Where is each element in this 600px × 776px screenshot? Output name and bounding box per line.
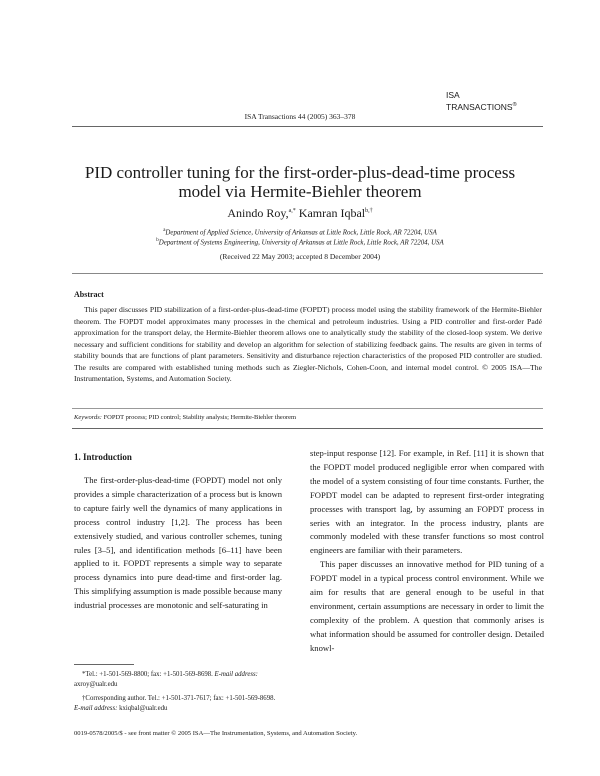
journal-brand-line2: TRANSACTIONS <box>446 101 513 112</box>
footnote-2-email-label: E-mail address: <box>74 705 118 712</box>
author-2-marks: b,† <box>365 208 373 214</box>
affiliation-b-mark: b <box>156 238 159 243</box>
keywords-text: FOPDT process; PID control; Stability analysis; Hermite-Biehler theorem <box>103 414 297 421</box>
footnote-2-text: Corresponding author. Tel.: +1-501-371-7617; fax: +1-501-569-8698. <box>85 695 276 702</box>
journal-brand <box>446 90 556 112</box>
left-column <box>74 474 282 613</box>
footnote-2-email[interactable]: kxiqbal@ualr.edu <box>119 705 168 712</box>
paragraph: The first-order-plus-dead-time (FOPDT) model not only provides a simple characterization of a process but is known to capture fairly well the dynamics of many applications in process control industry [1,2]. The process has been extensively studied, and various controller schemes, tuning rules [3–5], and identification methods [6–11] have been applied to it. FOPDT represents a simple way to separate process dynamics into pure dead-time and first-order lag. This simplifying assumption is made possible because many industrial processes are monotonic and self-saturating in <box>74 475 282 611</box>
author-1-marks: a,* <box>288 208 296 214</box>
paragraph: step-input response [12]. For example, in Ref. [11] it is shown that the FOPDT model produced negligible error when compared with the model of a system consisting of four time constants. Further, the FOPDT model can be adapted to represent first-order integrating processes with transport lag, by assuming an FOPDT process in series with an integrator. In the process industry, plants are commonly modeled with these transfer functions so most control engineers are familiar with their parameters. <box>310 448 544 556</box>
keywords-label: Keywords: <box>74 414 102 421</box>
divider-rule <box>72 408 543 409</box>
affiliation-a <box>60 228 540 236</box>
registered-mark: ® <box>512 102 517 108</box>
footnote-2-mark: † <box>82 695 86 702</box>
received-dates: (Received 22 May 2003; accepted 8 December 2004) <box>219 252 381 261</box>
divider-rule <box>72 428 543 429</box>
keywords <box>74 414 296 421</box>
footnote-rule <box>74 664 134 665</box>
section-heading: 1. Introduction <box>74 452 132 462</box>
affiliation-a-text: Department of Applied Science, University of Arkansas at Little Rock, Little Rock, AR 72204, USA <box>165 229 437 237</box>
affiliation-b-text: Department of Systems Engineering, University of Arkansas at Little Rock, Little Rock, AR 72204, USA <box>158 239 444 247</box>
journal-citation: ISA Transactions 44 (2005) 363–378 <box>244 112 356 121</box>
affiliation-b <box>60 238 540 246</box>
footnote-1-email[interactable]: axroy@ualr.edu <box>74 681 118 688</box>
abstract-text: This paper discusses PID stabilization of a first-order-plus-dead-time (FOPDT) process model using the stability framework of the Hermite-Biehler theorem. The FOPDT model approximates many processes in the chemical and petroleum industries. Using a PID controller and first-order Padé approximation for the transport delay, the Hermite-Biehler theorem allows one to analytically study the stability of the closed-loop system. We derive necessary and sufficient conditions for stability and develop an algorithm for selection of stabilizing feedback gains. The results are given in terms of stability bounds that are functions of plant parameters. Sensitivity and disturbance rejection characteristics of the proposed PID controller are studied. The results are compared with established tuning methods such as Ziegler-Nichols, Cohen-Coon, and internal model control. © 2005 ISA—The Instrumentation, Systems, and Automation Society. <box>74 305 542 383</box>
copyright-note: 0019-0578/2005/$ - see front matter © 2005 ISA—The Instrumentation, Systems, and Automation Society. <box>74 730 358 737</box>
author-2: Kamran Iqbal <box>298 206 366 220</box>
paper-title: PID controller tuning for the first-order-plus-dead-time process model via Hermite-Biehler theorem <box>84 163 516 201</box>
paragraph: This paper discusses an innovative method for PID tuning of a FOPDT model in a typical process control environment. While we aim for results that are general enough to be useful in that environment, certain assumptions are necessary in order to limit the complexity of the problem. A question that commonly arises is what information should be assumed for controller design. Detailed knowl- <box>310 559 544 653</box>
footnote-1-email-label: E-mail address: <box>214 671 258 678</box>
header-rule <box>72 126 543 127</box>
author-line <box>0 206 600 221</box>
right-column <box>310 447 544 656</box>
footnote-1 <box>74 670 282 690</box>
author-1: Anindo Roy, <box>227 206 289 220</box>
abstract-heading: Abstract <box>74 290 104 299</box>
footnote-2 <box>74 694 282 714</box>
affiliation-a-mark: a <box>163 228 166 233</box>
footnote-1-text: Tel.: +1-501-569-8800; fax: +1-501-569-8698. <box>85 671 213 678</box>
journal-brand-line1: ISA <box>446 90 460 100</box>
footnote-1-mark: * <box>82 671 86 678</box>
divider-rule <box>72 273 543 274</box>
